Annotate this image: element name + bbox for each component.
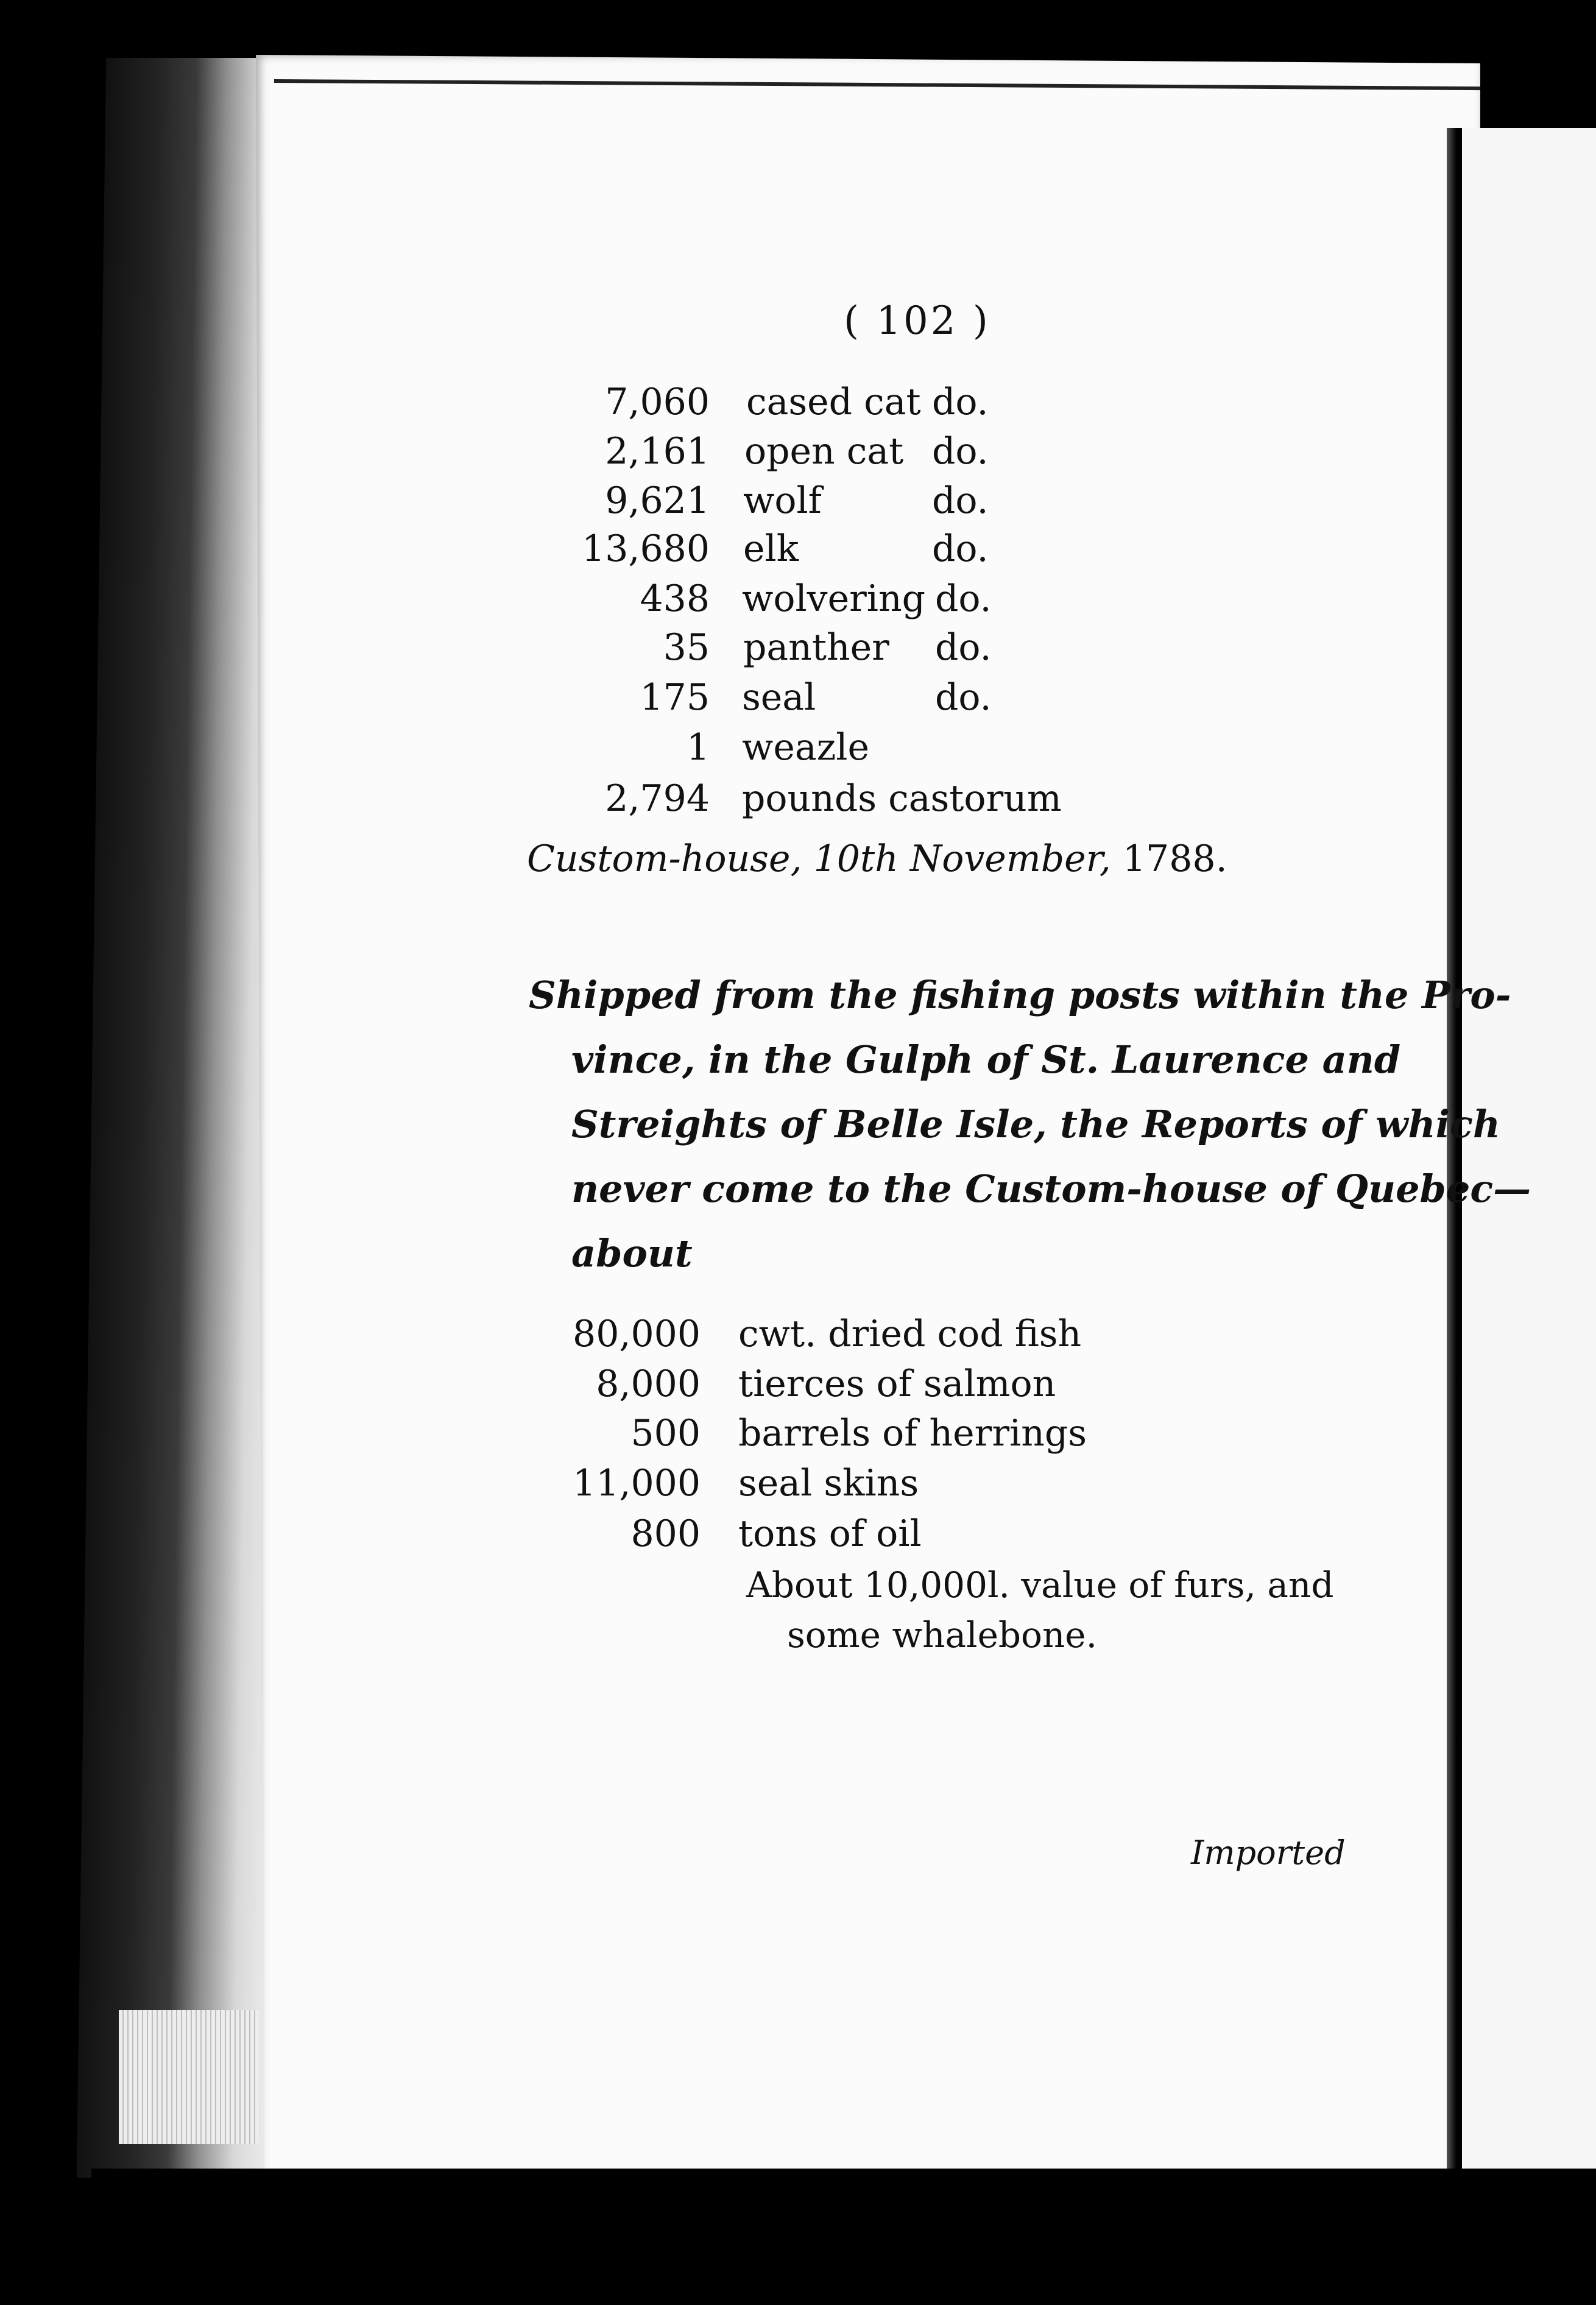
list-item-name: weazle [742, 726, 869, 769]
bottom-shadow [91, 2169, 1596, 2305]
list-item-qty: 800 [630, 1513, 701, 1555]
heading-line: Shipped from the fishing posts within the Pro- [529, 973, 1511, 1017]
list-item-name: seal [742, 676, 816, 719]
heading-line: vince, in the Gulph of St. Laurence and [571, 1037, 1401, 1082]
list-item-name: panther [743, 626, 889, 669]
list-item-name: barrels of herrings [738, 1412, 1087, 1455]
list-item-name: wolf [743, 479, 822, 522]
signature-place: Custom-house, [527, 838, 802, 880]
list-item-unit: do. [932, 430, 989, 473]
signature-date: 10th November, [813, 838, 1111, 880]
note-line: some whalebone. [787, 1614, 1098, 1656]
list-item-unit: do. [935, 676, 992, 719]
list-item-name: tierces of salmon [738, 1363, 1056, 1405]
note-line: About 10,000l. value of furs, and [746, 1564, 1334, 1606]
list-item-qty: 2,161 [605, 430, 710, 473]
list-item-name: open cat [744, 430, 904, 473]
list-item-qty: 500 [630, 1412, 701, 1455]
list-item-name: seal skins [738, 1462, 919, 1505]
custom-house-signature [527, 838, 1227, 880]
list-item-qty: 11,000 [573, 1462, 701, 1505]
list-item-name: tons of oil [738, 1513, 922, 1555]
list-item-qty: 2,794 [605, 777, 710, 820]
list-item-name: pounds castorum [742, 777, 1062, 820]
signature-year: 1788. [1122, 838, 1227, 880]
list-item-qty: 13,680 [582, 528, 710, 570]
list-item-name: cwt. dried cod fish [738, 1313, 1082, 1355]
list-item-qty: 80,000 [573, 1313, 701, 1355]
list-item-unit: do. [932, 381, 989, 423]
page-edges [119, 2010, 259, 2144]
heading-line: about [571, 1231, 693, 1276]
list-item-unit: do. [932, 479, 989, 522]
catchword: Imported [1191, 1834, 1346, 1872]
page-number: ( 102 ) [844, 298, 990, 344]
list-item-unit: do. [932, 528, 989, 570]
list-item-qty: 1 [686, 726, 710, 769]
list-item-qty: 35 [663, 626, 710, 669]
list-item-unit: do. [935, 626, 992, 669]
list-item-qty: 8,000 [596, 1363, 701, 1405]
heading-line: Streights of Belle Isle, the Reports of which [571, 1102, 1500, 1146]
list-item-name: cased cat [746, 381, 921, 423]
heading-line: never come to the Custom-house of Quebec— [571, 1167, 1531, 1211]
list-item-qty: 9,621 [605, 479, 710, 522]
list-item-qty: 175 [640, 676, 710, 719]
list-item-unit: do. [935, 577, 992, 620]
list-item-qty: 7,060 [605, 381, 710, 423]
list-item-name: wolvering [742, 577, 925, 620]
list-item-qty: 438 [640, 577, 710, 620]
list-item-name: elk [743, 528, 799, 570]
